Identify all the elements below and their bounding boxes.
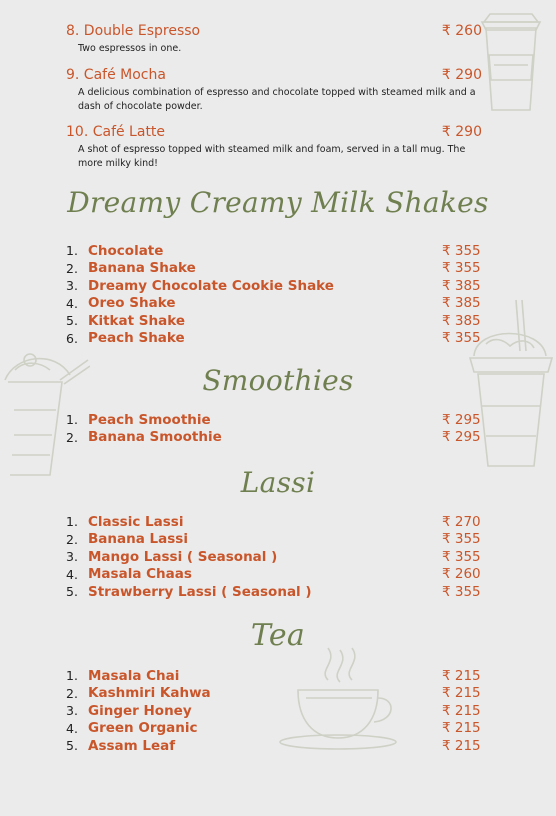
item-name: Dreamy Chocolate Cookie Shake [88,277,334,294]
item-title: 9. Café Mocha [66,67,166,83]
item-name: Kitkat Shake [88,312,185,329]
item-price: ₹ 355 [442,531,481,548]
item-name: Masala Chaas [88,566,192,583]
item-price: ₹ 355 [442,242,481,259]
item-price: ₹ 385 [442,312,481,329]
item-number: 3. [66,278,78,294]
section-title-milkshakes: Dreamy Creamy Milk Shakes [67,186,489,219]
item-number: 4. [66,720,78,736]
item-price: ₹ 215 [442,737,481,754]
item-name: Chocolate [88,242,164,259]
item-number: 1. [66,514,78,530]
item-number: 3. [66,549,78,565]
item-name: Strawberry Lassi ( Seasonal ) [88,583,312,600]
item-number: 5. [66,584,78,600]
list-item [66,531,482,549]
item-name: Oreo Shake [88,295,176,312]
list-item [66,411,482,429]
item-price: ₹ 290 [441,124,482,140]
item-number: 3. [66,703,78,719]
item-number: 4. [66,566,78,582]
list-item [66,685,482,703]
item-price: ₹ 260 [441,23,482,39]
item-name: Green Organic [88,720,198,737]
item-number: 1. [66,243,78,259]
item-price: ₹ 290 [441,67,482,83]
item-price: ₹ 355 [442,548,481,565]
item-name: Assam Leaf [88,737,176,754]
item-number: 4. [66,295,78,311]
milkshake-list [66,242,482,347]
list-item [66,295,482,313]
item-description: A shot of espresso topped with steamed milk and foam, served in a tall mug. The more milky kind! [78,144,466,169]
item-name: Mango Lassi ( Seasonal ) [88,548,278,565]
item-price: ₹ 355 [442,330,481,347]
item-price: ₹ 215 [442,685,481,702]
smoothie-list [66,411,482,446]
list-item [66,513,482,531]
list-item [66,720,482,738]
item-name: Classic Lassi [88,513,184,530]
lassi-list [66,513,482,601]
tea-list [66,667,482,755]
list-item [66,737,482,755]
item-price: ₹ 295 [442,429,481,446]
list-item [66,260,482,278]
item-number: 5. [66,313,78,329]
list-item [66,242,482,260]
item-description: Two espressos in one. [78,43,182,54]
item-number: 1. [66,412,78,428]
list-item [66,312,482,330]
item-name: Peach Shake [88,330,185,347]
item-number: 2. [66,260,78,276]
item-price: ₹ 355 [442,260,481,277]
list-item [66,429,482,447]
list-item [66,330,482,348]
item-title: 10. Café Latte [66,124,166,140]
item-name: Peach Smoothie [88,411,211,428]
list-item [66,583,482,601]
item-number: 2. [66,429,78,445]
item-price: ₹ 215 [442,720,481,737]
section-title-smoothies: Smoothies [202,364,354,397]
item-name: Kashmiri Kahwa [88,685,211,702]
item-description: A delicious combination of espresso and chocolate topped with steamed milk and a dash of chocolate powder. [78,87,476,112]
list-item [66,277,482,295]
takeaway-cup-icon [476,10,546,115]
item-price: ₹ 260 [442,566,481,583]
item-price: ₹ 385 [442,295,481,312]
list-item [66,667,482,685]
item-name: Banana Lassi [88,531,188,548]
coffee-item [66,67,482,114]
item-name: Banana Shake [88,260,196,277]
item-name: Masala Chai [88,667,180,684]
item-price: ₹ 215 [442,667,481,684]
item-price: ₹ 385 [442,277,481,294]
item-number: 2. [66,531,78,547]
item-price: ₹ 215 [442,702,481,719]
item-number: 1. [66,668,78,684]
item-number: 5. [66,738,78,754]
item-number: 6. [66,330,78,346]
coffee-item [66,23,482,56]
list-item [66,548,482,566]
item-price: ₹ 355 [442,583,481,600]
section-title-tea: Tea [250,618,306,653]
item-title: 8. Double Espresso [66,23,201,39]
item-price: ₹ 295 [442,411,481,428]
list-item [66,702,482,720]
item-number: 2. [66,685,78,701]
section-title-lassi: Lassi [240,466,316,499]
item-name: Banana Smoothie [88,429,222,446]
item-name: Ginger Honey [88,702,192,719]
coffee-item [66,124,482,171]
item-price: ₹ 270 [442,513,481,530]
list-item [66,566,482,584]
milkshake-glass-icon [0,340,90,480]
